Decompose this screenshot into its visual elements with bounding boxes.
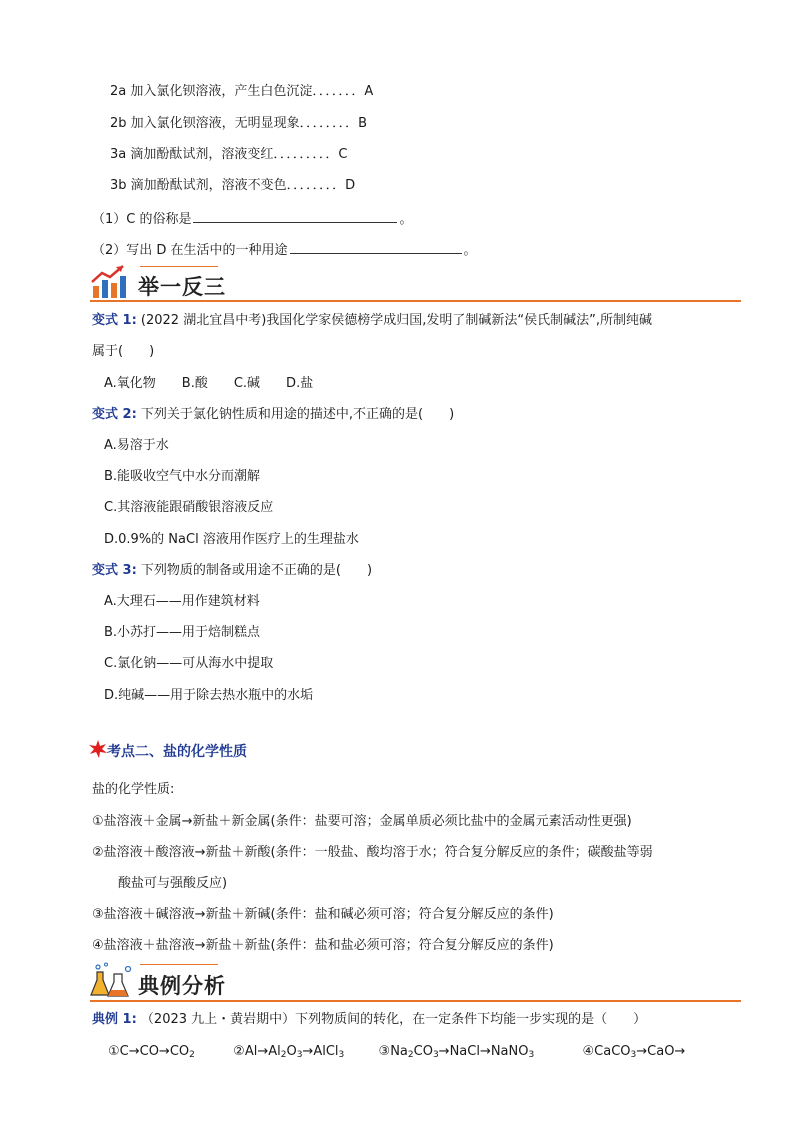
kaodian-title: 考点二、盐的化学性质 — [107, 744, 247, 760]
example-1-label: 典例 1: — [92, 1012, 137, 1027]
question-1-prefix: （1）C 的俗称是 — [92, 212, 192, 227]
section-practice-topline — [140, 266, 218, 267]
section-example-rule — [90, 1000, 741, 1002]
variant-1-question — [92, 312, 652, 330]
flask-icon — [90, 962, 134, 1000]
variant-3-question — [92, 562, 372, 580]
variant-2-text: 下列关于氯化钠性质和用途的描述中,不正确的是( ) — [140, 407, 455, 422]
section-example-topline — [140, 964, 218, 965]
salt-prop-3: ③盐溶液＋碱溶液→新盐＋新碱(条件：盐和碱必须可溶；符合复分解反应的条件) — [92, 907, 554, 922]
question-2 — [92, 239, 477, 260]
variant-1-options: A.氧化物 B.酸 C.碱 D.盐 — [104, 376, 314, 391]
key-item-3b: 3b 滴加酚酞试剂，溶液不变色．．．．．．．．D — [110, 178, 356, 193]
bar-chart-arrow-icon — [90, 264, 128, 300]
variant-2-option-c: C.其溶液能跟硝酸银溶液反应 — [104, 500, 274, 515]
variant-3-option-b: B.小苏打——用于焙制糕点 — [104, 625, 261, 640]
variant-1-label: 变式 1: — [92, 313, 137, 328]
key-item-2b: 2b 加入氯化钡溶液，无明显现象．．．．．．．．B — [110, 116, 368, 131]
variant-2-option-d: D.0.9%的 NaCl 溶液用作医疗上的生理盐水 — [104, 532, 359, 547]
variant-3-text: 下列物质的制备或用途不正确的是( ) — [140, 563, 373, 578]
variant-1-text-cont: 属于( ) — [92, 344, 155, 359]
salt-props-intro: 盐的化学性质: — [92, 782, 175, 797]
variant-3-option-a: A.大理石——用作建筑材料 — [104, 594, 260, 609]
example-1-text: （2023 九上・黄岩期中）下列物质间的转化，在一定条件下均能一步实现的是（ ） — [140, 1012, 647, 1027]
answer-blank-2[interactable] — [290, 239, 462, 254]
salt-prop-2-cont: 酸盐可与强酸反应) — [118, 876, 228, 891]
variant-3-option-c: C.氯化钠——可从海水中提取 — [104, 656, 274, 671]
key-item-2a: 2a 加入氯化钡溶液，产生白色沉淀．．．．．．．A — [110, 84, 374, 99]
salt-prop-1: ①盐溶液＋金属→新盐＋新金属(条件：盐要可溶；金属单质必须比盐中的金属元素活动性更强) — [92, 814, 632, 829]
question-2-prefix: （2）写出 D 在生活中的一种用途 — [92, 243, 288, 258]
variant-2-option-a: A.易溶于水 — [104, 438, 169, 453]
salt-prop-4: ④盐溶液＋盐溶液→新盐＋新盐(条件：盐和盐必须可溶；符合复分解反应的条件) — [92, 938, 554, 953]
example-1-options — [108, 1043, 685, 1061]
example-1-option-4: ④CaCO$_3$→CaO→ — [582, 1044, 686, 1060]
variant-2-option-b: B.能吸收空气中水分而潮解 — [104, 469, 261, 484]
variant-3-label: 变式 3: — [92, 563, 137, 578]
variant-2-label: 变式 2: — [92, 407, 137, 422]
section-practice-rule — [90, 300, 741, 302]
key-item-3a: 3a 滴加酚酞试剂，溶液变红．．．．．．．．．C — [110, 147, 348, 162]
example-1-option-1: $①C\to CO\to CO_2$ — [108, 1044, 195, 1060]
example-1-option-3: $③Na_2CO_3\to NaCl\to NaNO_3$ — [378, 1044, 535, 1060]
example-1-option-2: $②Al\to Al_2O_3\to AlCl_3$ — [233, 1044, 345, 1060]
question-1-suffix: 。 — [399, 212, 413, 227]
example-1-question — [92, 1011, 646, 1029]
red-star-icon — [89, 740, 107, 758]
question-1 — [92, 208, 413, 229]
salt-prop-2: ②盐溶液＋酸溶液→新盐＋新酸(条件：一般盐、酸均溶于水；符合复分解反应的条件；碳酸盐等弱 — [92, 845, 653, 860]
section-example-title: 典例分析 — [138, 974, 226, 998]
variant-3-option-d: D.纯碱——用于除去热水瓶中的水垢 — [104, 688, 314, 703]
variant-2-question — [92, 406, 454, 424]
section-practice-title: 举一反三 — [138, 275, 226, 299]
question-2-suffix: 。 — [463, 243, 477, 258]
variant-1-text: (2022 湖北宜昌中考)我国化学家侯德榜学成归国,发明了制碱新法“侯氏制碱法”,所制纯碱 — [140, 313, 653, 328]
answer-blank-1[interactable] — [193, 208, 397, 223]
